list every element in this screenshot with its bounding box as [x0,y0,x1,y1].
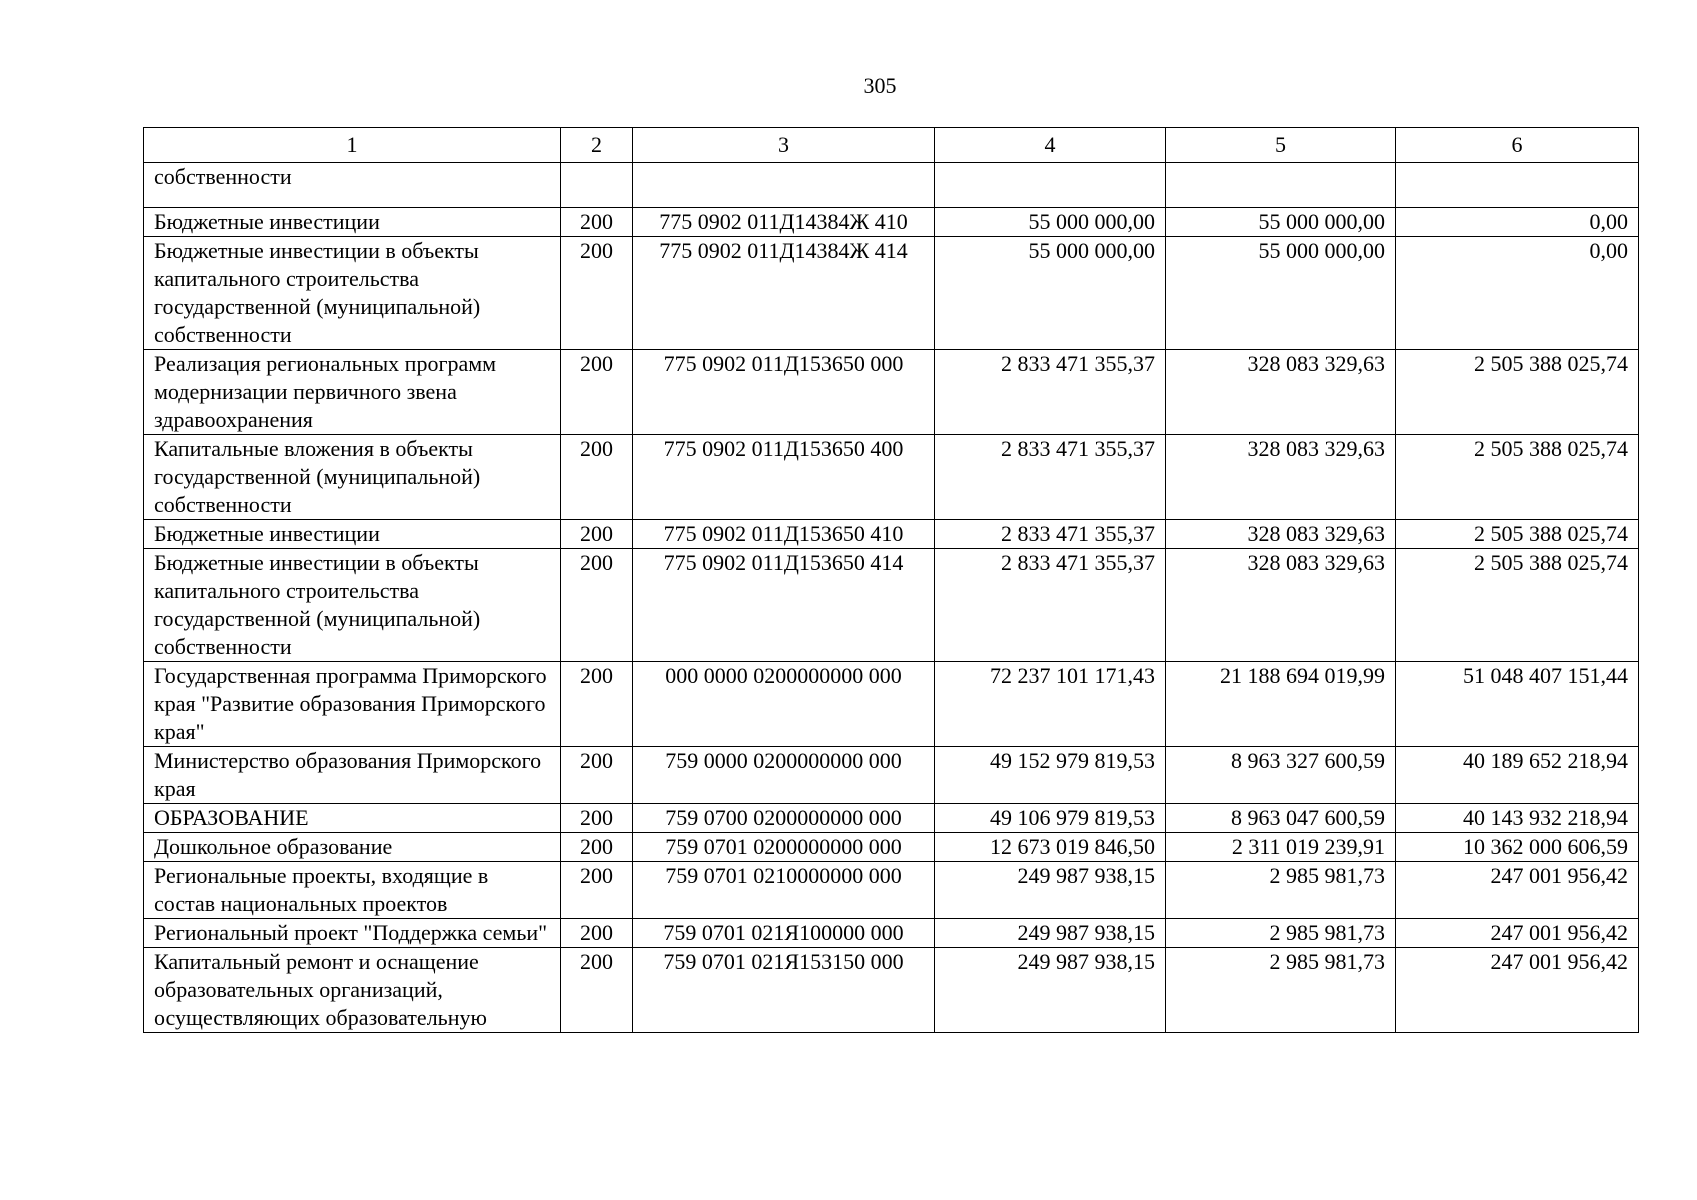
row-name-cell: Бюджетные инвестиции [144,520,561,549]
amount-cell: 0,00 [1396,208,1639,237]
column-header: 5 [1166,128,1396,163]
code-cell: 200 [561,862,633,919]
table-row [144,948,1639,1033]
amount-cell: 2 833 471 355,37 [935,435,1166,520]
amount-cell: 328 083 329,63 [1166,435,1396,520]
table-row [144,919,1639,948]
amount-cell: 2 833 471 355,37 [935,350,1166,435]
code-cell: 200 [561,549,633,662]
amount-cell: 328 083 329,63 [1166,549,1396,662]
classification-code-cell: 775 0902 011Д153650 400 [633,435,935,520]
amount-cell: 328 083 329,63 [1166,520,1396,549]
table-row [144,747,1639,804]
amount-cell: 51 048 407 151,44 [1396,662,1639,747]
amount-cell: 249 987 938,15 [935,948,1166,1033]
classification-code-cell: 759 0701 0210000000 000 [633,862,935,919]
table-row [144,662,1639,747]
amount-cell: 40 143 932 218,94 [1396,804,1639,833]
classification-code-cell: 759 0700 0200000000 000 [633,804,935,833]
classification-code-cell: 759 0000 0200000000 000 [633,747,935,804]
row-name-cell: собственности [144,163,561,208]
amount-cell: 49 106 979 819,53 [935,804,1166,833]
classification-code-cell: 775 0902 011Д14384Ж 410 [633,208,935,237]
amount-cell: 2 985 981,73 [1166,948,1396,1033]
classification-code-cell: 759 0701 021Я100000 000 [633,919,935,948]
code-cell: 200 [561,237,633,350]
amount-cell: 55 000 000,00 [1166,208,1396,237]
column-header: 3 [633,128,935,163]
row-name-cell: Министерство образования Приморского края [144,747,561,804]
code-cell: 200 [561,350,633,435]
column-header: 2 [561,128,633,163]
amount-cell: 12 673 019 846,50 [935,833,1166,862]
code-cell: 200 [561,520,633,549]
row-name-cell: Бюджетные инвестиции [144,208,561,237]
amount-cell [1166,163,1396,208]
amount-cell: 49 152 979 819,53 [935,747,1166,804]
code-cell: 200 [561,747,633,804]
amount-cell: 249 987 938,15 [935,862,1166,919]
amount-cell: 2 505 388 025,74 [1396,549,1639,662]
amount-cell: 247 001 956,42 [1396,862,1639,919]
table-row [144,350,1639,435]
budget-table [143,127,1639,1033]
amount-cell: 2 311 019 239,91 [1166,833,1396,862]
classification-code-cell: 775 0902 011Д153650 000 [633,350,935,435]
amount-cell: 2 505 388 025,74 [1396,350,1639,435]
column-header: 6 [1396,128,1639,163]
table-row [144,804,1639,833]
amount-cell: 2 985 981,73 [1166,862,1396,919]
code-cell [561,163,633,208]
row-name-cell: ОБРАЗОВАНИЕ [144,804,561,833]
classification-code-cell: 759 0701 021Я153150 000 [633,948,935,1033]
code-cell: 200 [561,833,633,862]
amount-cell: 2 505 388 025,74 [1396,435,1639,520]
classification-code-cell: 000 0000 0200000000 000 [633,662,935,747]
amount-cell: 2 985 981,73 [1166,919,1396,948]
amount-cell: 0,00 [1396,237,1639,350]
amount-cell: 328 083 329,63 [1166,350,1396,435]
amount-cell: 21 188 694 019,99 [1166,662,1396,747]
amount-cell: 55 000 000,00 [935,208,1166,237]
row-name-cell: Капитальный ремонт и оснащение образовательных организаций, осуществляющих образовательную [144,948,561,1033]
table-row [144,520,1639,549]
amount-cell: 55 000 000,00 [1166,237,1396,350]
table-row [144,237,1639,350]
amount-cell: 72 237 101 171,43 [935,662,1166,747]
classification-code-cell: 775 0902 011Д14384Ж 414 [633,237,935,350]
amount-cell: 8 963 047 600,59 [1166,804,1396,833]
table-row [144,549,1639,662]
code-cell: 200 [561,662,633,747]
row-name-cell: Реализация региональных программ модернизации первичного звена здравоохранения [144,350,561,435]
table-row [144,862,1639,919]
code-cell: 200 [561,208,633,237]
table-row [144,833,1639,862]
amount-cell: 2 833 471 355,37 [935,520,1166,549]
amount-cell: 249 987 938,15 [935,919,1166,948]
classification-code-cell: 775 0902 011Д153650 410 [633,520,935,549]
row-name-cell: Региональный проект "Поддержка семьи" [144,919,561,948]
row-name-cell: Государственная программа Приморского края "Развитие образования Приморского края" [144,662,561,747]
code-cell: 200 [561,948,633,1033]
amount-cell: 2 505 388 025,74 [1396,520,1639,549]
amount-cell: 40 189 652 218,94 [1396,747,1639,804]
column-header: 1 [144,128,561,163]
row-name-cell: Бюджетные инвестиции в объекты капитального строительства государственной (муниципальной) собственности [144,549,561,662]
table-row [144,208,1639,237]
code-cell: 200 [561,804,633,833]
amount-cell: 247 001 956,42 [1396,919,1639,948]
column-header: 4 [935,128,1166,163]
amount-cell: 8 963 327 600,59 [1166,747,1396,804]
header-row [144,128,1639,163]
code-cell: 200 [561,919,633,948]
table-row [144,163,1639,208]
row-name-cell: Капитальные вложения в объекты государственной (муниципальной) собственности [144,435,561,520]
row-name-cell: Региональные проекты, входящие в состав национальных проектов [144,862,561,919]
page-number: 305 [863,73,897,98]
amount-cell: 2 833 471 355,37 [935,549,1166,662]
classification-code-cell: 775 0902 011Д153650 414 [633,549,935,662]
amount-cell: 247 001 956,42 [1396,948,1639,1033]
classification-code-cell [633,163,935,208]
code-cell: 200 [561,435,633,520]
row-name-cell: Бюджетные инвестиции в объекты капитального строительства государственной (муниципальной) собственности [144,237,561,350]
classification-code-cell: 759 0701 0200000000 000 [633,833,935,862]
amount-cell [935,163,1166,208]
table-row [144,435,1639,520]
row-name-cell: Дошкольное образование [144,833,561,862]
amount-cell: 55 000 000,00 [935,237,1166,350]
amount-cell [1396,163,1639,208]
amount-cell: 10 362 000 606,59 [1396,833,1639,862]
